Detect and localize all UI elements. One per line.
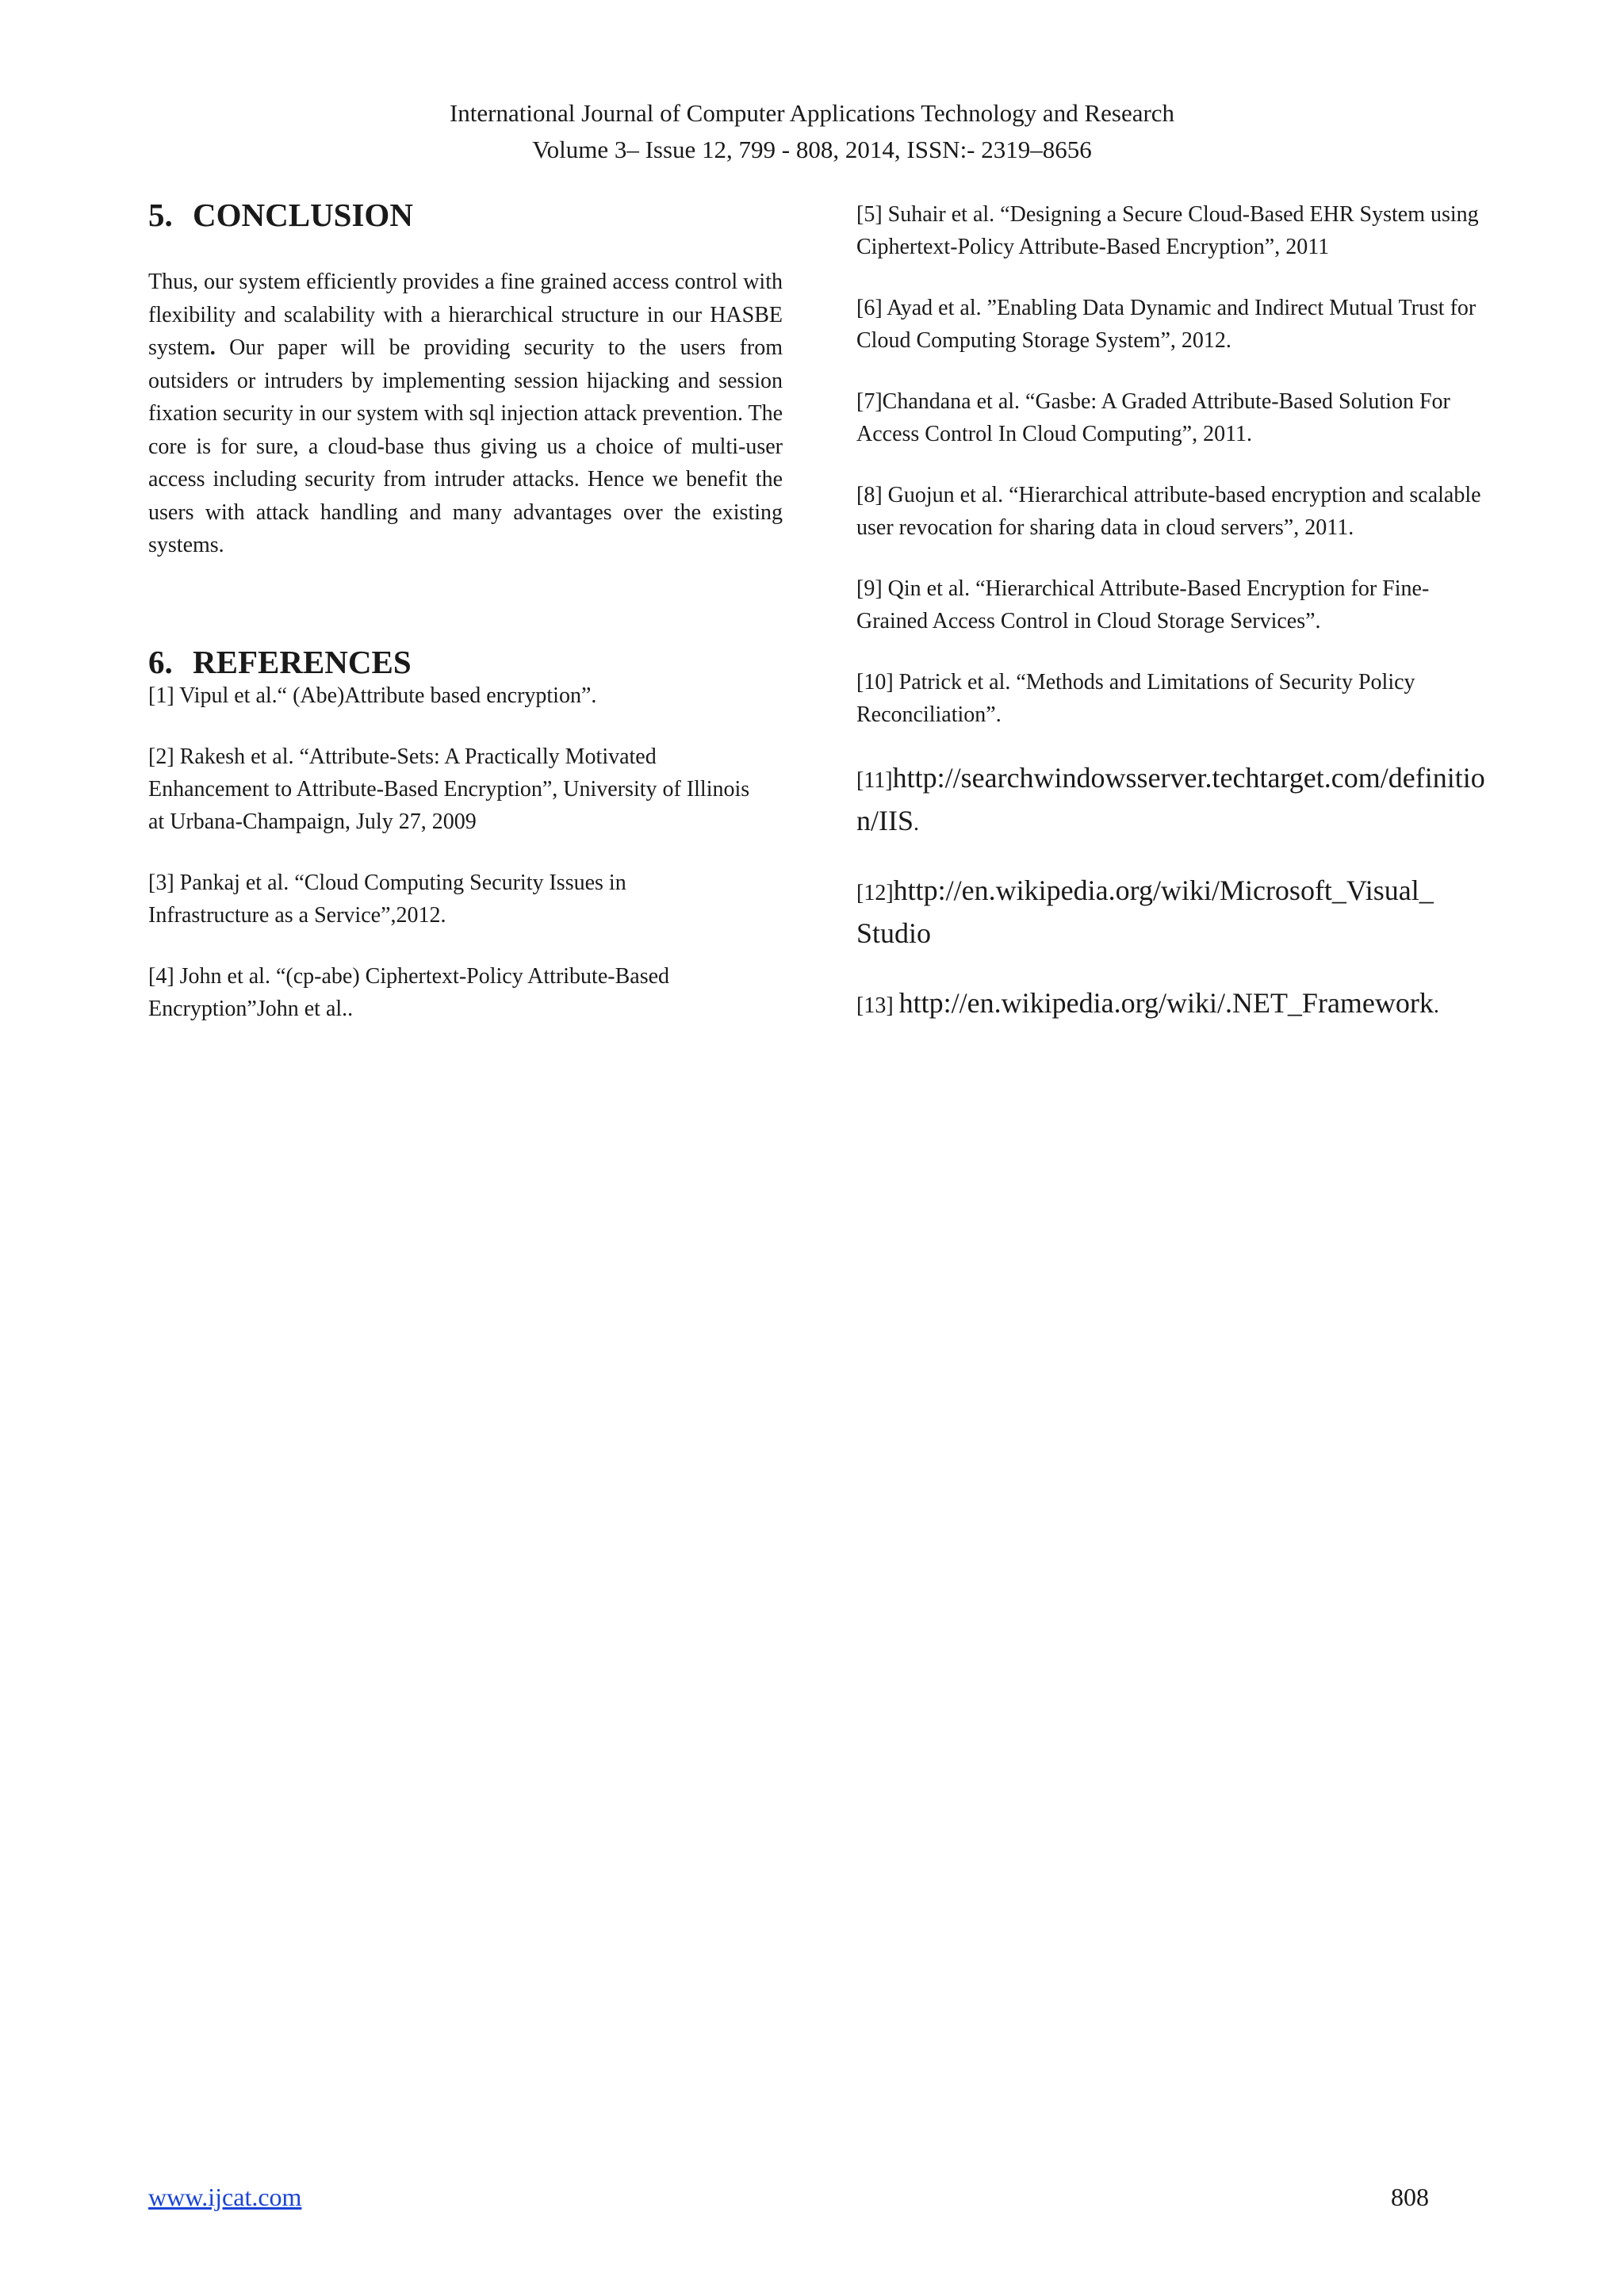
reference-8: [8] Guojun et al. “Hierarchical attribute-based encryption and scalable user revocation for sharing data in cloud servers”, 2011. — [856, 483, 1481, 540]
conclusion-text-2: Our paper will be providing security to the users from outsiders or intruders by implementing session hijacking and session fixation security in our system with sql injection attack prevention. The core is for sure, a cloud-base thus giving us a choice of multi-user access including security from intruder attacks. Hence we benefit the users with attack handling and many advantages over the existing systems. — [148, 335, 783, 557]
right-column — [856, 198, 1499, 1026]
references-number: 6. — [148, 643, 173, 680]
reference-2: [2] Rakesh et al. “Attribute-Sets: A Practically Motivated Enhancement to Attribute-Based Encryption”, University of Illinois at Urbana-Champaign, July 27, 2009 — [148, 744, 750, 834]
reference-1: [1] Vipul et al.“ (Abe)Attribute based encryption”. — [148, 683, 597, 708]
reference-11-end: . — [914, 811, 919, 836]
journal-volume: Volume 3– Issue 12, 799 - 808, 2014, ISSN:- 2319–8656 — [532, 136, 1092, 163]
journal-header — [0, 95, 1624, 168]
conclusion-number: 5. — [148, 197, 173, 233]
page-number: 808 — [1391, 2183, 1429, 2211]
reference-13-end: . — [1433, 993, 1439, 1018]
reference-4: [4] John et al. “(cp-abe) Ciphertext-Policy Attribute-Based Encryption”John et al.. — [148, 963, 670, 1021]
reference-13-tag: [13] — [856, 993, 899, 1018]
references-title: REFERENCES — [193, 643, 412, 680]
reference-10: [10] Patrick et al. “Methods and Limitations of Security Policy Reconciliation”. — [856, 670, 1415, 727]
conclusion-title: CONCLUSION — [193, 197, 413, 233]
conclusion-paragraph — [148, 266, 783, 562]
journal-title: International Journal of Computer Applications Technology and Research — [449, 99, 1175, 127]
left-column — [148, 194, 783, 1025]
conclusion-text-1: Thus, our system efficiently provides a fine grained access control with flexibility and scalability with a hierarchical structure in our HASBE system — [148, 270, 783, 360]
reference-13 — [856, 983, 1499, 1026]
conclusion-heading — [148, 194, 783, 235]
references-heading — [148, 645, 783, 679]
reference-12-tag: [12] — [856, 881, 894, 905]
reference-3: [3] Pankaj et al. “Cloud Computing Security Issues in Infrastructure as a Service”,2012. — [148, 870, 626, 928]
reference-11-url: http://searchwindowsserver.techtarget.com/definition/IIS — [856, 762, 1485, 836]
reference-13-url: http://en.wikipedia.org/wiki/.NET_Framework — [898, 987, 1434, 1019]
reference-12-url: http://en.wikipedia.org/wiki/Microsoft_Visual_ Studio — [856, 874, 1434, 949]
reference-11 — [856, 758, 1499, 844]
reference-7: [7]Chandana et al. “Gasbe: A Graded Attribute-Based Solution For Access Control In Cloud Computing”, 2011. — [856, 389, 1450, 446]
reference-12 — [856, 871, 1499, 956]
reference-5: [5] Suhair et al. “Designing a Secure Cloud-Based EHR System using Ciphertext-Policy Attribute-Based Encryption”, 2011 — [856, 202, 1479, 259]
reference-6: [6] Ayad et al. ”Enabling Data Dynamic and Indirect Mutual Trust for Cloud Computing Storage System”, 2012. — [856, 296, 1477, 353]
conclusion-bold-period: . — [209, 335, 216, 360]
reference-11-tag: [11] — [856, 768, 893, 793]
reference-9: [9] Qin et al. “Hierarchical Attribute-Based Encryption for Fine-Grained Access Control in Cloud Storage Services”. — [856, 576, 1430, 633]
footer-website-link[interactable]: www.ijcat.com — [148, 2183, 302, 2211]
